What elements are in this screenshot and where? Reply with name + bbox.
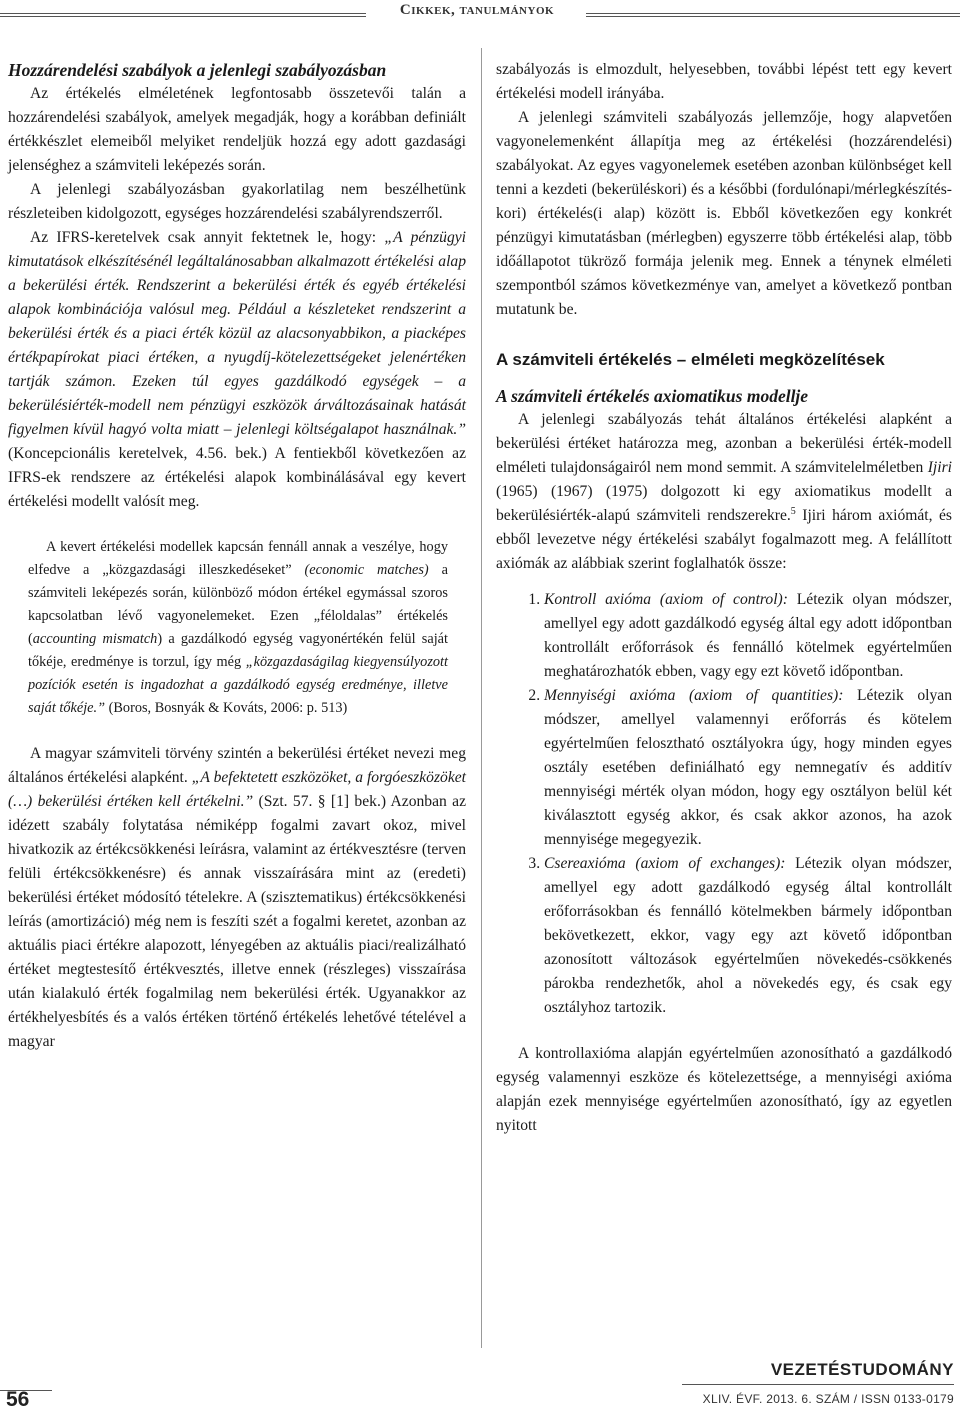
- paragraph: A jelenlegi szabályozásban gyakorlatilag nem beszélhetünk részleteiben kidolgozott, egységes hozzárendelési szabályrendszerről.: [8, 181, 466, 222]
- footer-rule: [682, 1384, 954, 1385]
- issue-info: XLIV. ÉVF. 2013. 6. SZÁM / ISSN 0133-0179: [702, 1392, 954, 1406]
- paragraph: A kontrollaxióma alapján egyértelműen azonosítható a gazdálkodó egység valamennyi eszköze és kötelezettsége, a mennyiségi axióma alapján ezek mennyisége egyértelműen azonosítható, így az egyetlen nyitott: [496, 1045, 952, 1134]
- journal-name: VEZETÉSTUDOMÁNY: [770, 1360, 954, 1379]
- paragraph: [8, 226, 466, 514]
- text-span: a számviteli leképezés során, különböző módon értékel egymással szoros kapcsolatban lévő vagyonelemeket. Ezen „féloldalas” értékelés (: [28, 562, 448, 647]
- column-divider: [481, 48, 482, 1348]
- paragraph: [496, 408, 952, 576]
- axiom-text: Létezik olyan módszer, amellyel egy adott gazdálkodó egység által kontrollált erőforrásokban és fennálló kötelmekben bármely időpontban bekövetkezett, ekkor, vagy egy azt követő időpontban azonosított változások egyértelműen növekedés-csökkenés párokba rendezhetők, ahol a növekedés egy, és csak egy osztályhoz tartozik.: [544, 855, 952, 1016]
- text-span: Az IFRS-keretelvek csak annyit fektetnek le, hogy:: [30, 229, 385, 246]
- block-quote: [28, 536, 448, 720]
- text-span: A jelenlegi szabályozás tehát általános értékelési alapként a bekerülési értéket határozza meg, azonban a bekerülési érték-modell elméleti tulajdonságairól nem mond semmit. A számvitelelméletben: [496, 411, 952, 476]
- list-item: [544, 684, 952, 852]
- text-span: (Szt. 57. § [1] bek.) Azonban az idézett szabály folytatása némiképp fogalmi zavart okoz, mivel hivatkozik az értékcsökkenési leírásra, valamint az értékvesztésre (terven felüli értékcsökkenésre) és annak visszaírására mint az (eredeti) bekerülési értéket módosító tételekre. A (szisztematikus) értékcsökkenési leírás (amortizáció) még nem is feszíti szét a fogalmi keretet, azonban az aktuális piaci értékre alapozott, lényegében az aktuális piaci/realizálható értéket megtestesítő értékvesztés, illetve ennek (részleges) visszaírása után kialakuló érték fogalmilag nem bekerülési érték. Ugyanakkor az értékhelyesbítés és a valós értéken történő értékelés lehetővé tételével a magyar: [8, 793, 466, 1050]
- text-span: A kevert értékelési modellek kapcsán fennáll annak a veszélye, hogy elfedve a „közgazdasági illeszkedéseket”: [28, 539, 448, 578]
- page-number: 56: [6, 1388, 30, 1411]
- citation: (Boros, Bosnyák & Kováts, 2006: p. 513): [105, 700, 348, 716]
- axiom-term: Mennyiségi axióma (axiom of quantities):: [544, 687, 844, 704]
- paragraph: [8, 742, 466, 1054]
- subsection-heading: A számviteli értékelés axiomatikus modellje: [496, 386, 809, 406]
- paragraph: szabályozás is elmozdult, helyesebben, további lépést tett egy kevert értékelési modell irányába.: [496, 61, 952, 102]
- list-item: [544, 852, 952, 1020]
- italic-term: accounting mismatch: [32, 631, 158, 647]
- list-item: [544, 588, 952, 684]
- text-span: A magyar számviteli törvény szintén a bekerülési értéket nevezi meg általános értékelési alapként.: [8, 745, 466, 786]
- header-rule-right: [586, 13, 960, 17]
- text-span: (1965) (1967) (1975) dolgozott ki egy axiomatikus modellt a bekerülésiérték-alapú számviteli rendszerekre.: [496, 483, 952, 524]
- paragraph: Az értékelés elméletének legfontosabb összetevői talán a hozzárendelési szabályok, amelyek megadják, hogy a korábban definiált értékkészlet elemeiből melyiket rendeljük hozzá egy adott gazdasági jelenséghez a számviteli leképezés során.: [8, 85, 466, 174]
- right-column: [496, 58, 952, 1138]
- header-title: Cikkek, tanulmányok: [399, 2, 555, 18]
- subsection-heading: Hozzárendelési szabályok a jelenlegi szabályozásban: [8, 60, 387, 80]
- section-heading: A számviteli értékelés – elméleti megközelítések: [496, 350, 885, 369]
- page-footer-left: [0, 1388, 100, 1416]
- axiom-text: Létezik olyan módszer, amellyel valamennyi erőforrás és kötelem egyértelműen felosztható osztályokra úgy, hogy minden egyes osztály esetében definiálható egy nemnegatív és additív mennyiségi mérték olyan módon, hogy egy osztályon belül két kiválasztott egység akkor, és csak akkor azonos, ha azok mennyisége megegyezik.: [544, 687, 952, 848]
- axiom-text: Létezik olyan módszer, amellyel egy adott gazdálkodó egység által egy adott időpontban kontrollált erőforrások és fennálló kötelmek egyértelműen meghatározhatók ebben, vagy egy ezt követő időpontban.: [544, 591, 952, 680]
- axiom-term: Kontroll axióma (axiom of control):: [544, 591, 788, 608]
- author-name: Ijiri: [927, 459, 952, 476]
- axiom-list: [496, 588, 952, 1020]
- left-column: [8, 58, 466, 1054]
- quoted-text: „A pénzügyi kimutatások elkészítésénél legáltalánosabban alkalmazott értékelési alap a bekerülési érték. Rendszerint a bekerülési érték és egyéb értékelési alapok kombinációja valósul meg. Például a készleteket rendszerint a bekerülési érték és a piaci érték közül az alacsonyabbikon, a piacképes értékpapírokat piaci értéken, a nyugdíj-kötelezettségeket jelenértéken tartják számon. Ezeken túl egyes gazdálkodó egységek – a bekerülésiérték-modell nem pénzügyi eszközök árváltozásainak hatását figyelmen kívül hagyó volta miatt – jelenlegi költségalapot használnak.”: [8, 229, 467, 438]
- quoted-text: „közgazdaságilag kiegyensúlyozott pozíciók esetén is ingadozhat a gazdálkodó egység eredménye, illetve saját tőkéje.”: [28, 654, 448, 716]
- header-rule-left: [0, 13, 366, 17]
- italic-term: (economic matches): [304, 562, 429, 578]
- text-span: Ijiri három axiómát, és ebből levezetve négy értékelési szabályt fogalmazott meg. A felállított axiómák az alábbiak szerint foglalhatók össze:: [496, 507, 952, 572]
- running-header: [0, 2, 960, 26]
- footnote-ref[interactable]: 5: [790, 505, 796, 517]
- text-span: ) a gazdálkodó egység vagyonértékén felül saját tőkéje, eredménye is torzul, így még: [28, 631, 448, 670]
- page-footer-right: [703, 1360, 954, 1406]
- axiom-term: Csereaxióma (axiom of exchanges):: [544, 855, 786, 872]
- paragraph: A jelenlegi számviteli szabályozás jellemzője, hogy alapvetően vagyonelemenként állapítja meg az értékelési (hozzárendelési) szabályokat. Az egyes vagyonelemek esetében azonban különbséget kell tenni a kezdeti (bekerüléskori) és a későbbi (fordulónapi/mérlegkészítés-kori) értékelés(i alap) között is. Ebből következően egy konkrét pénzügyi kimutatásban (mérlegben) egyszerre több értékelési alap, több időállapotot tükröző formája jelenik meg. Ennek a ténynek elméleti szempontból számos következménye van, amelyet a következő pontban mutatunk be.: [496, 109, 952, 318]
- text-span: (Koncepcionális keretelvek, 4.56. bek.) A fentiekből következően az IFRS-ek rendszere az értékelési alapok kombinálásával egy kevert értékelési modellt valósít meg.: [8, 445, 466, 510]
- quoted-text: „A befektetett eszközöket, a forgóeszközöket (…) bekerülési értéken kell értékelni.”: [8, 769, 467, 810]
